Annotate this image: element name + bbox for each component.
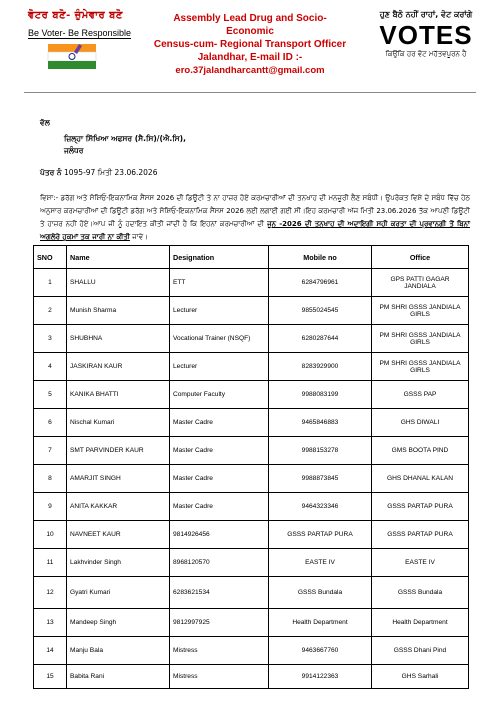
table-row (34, 325, 469, 353)
table-row (34, 409, 469, 437)
table-row (34, 353, 469, 381)
voter-slogan-logo (28, 10, 138, 40)
cell-name: SHALLU (67, 269, 170, 297)
table-row (34, 609, 469, 637)
letterhead (0, 0, 500, 88)
table-row (34, 549, 469, 577)
table-row (34, 437, 469, 465)
cell-mobile: GSSS Bundala (269, 577, 372, 609)
cell-mobile: 9988153278 (269, 437, 372, 465)
cell-sno: 15 (34, 665, 67, 689)
body-end: ਜਾਵੇ। (129, 233, 148, 241)
cell-office: GSSS Bundala (372, 577, 469, 609)
email-address: ero.37jalandharcantt@gmail.com (175, 65, 325, 76)
cell-sno: 4 (34, 353, 67, 381)
cell-office: GSSS PAP (372, 381, 469, 409)
table-row (34, 577, 469, 609)
cell-designation: Lecturer (170, 353, 269, 381)
cell-designation: 6283621534 (170, 577, 269, 609)
cell-name: ANITA KAKKAR (67, 493, 170, 521)
date-value: 23.06.2026 (114, 168, 158, 177)
table-row (34, 269, 469, 297)
cell-designation: Master Cadre (170, 437, 269, 465)
cell-office: Health Department (372, 609, 469, 637)
cell-mobile: 6280287644 (269, 325, 372, 353)
cell-name: SMT PARVINDER KAUR (67, 437, 170, 465)
cell-office: PM SHRI GSSS JANDIALA GIRLS (372, 353, 469, 381)
cell-name: Nischal Kumari (67, 409, 170, 437)
cell-mobile: GSSS PARTAP PURA (269, 521, 372, 549)
cell-designation: Mistress (170, 637, 269, 665)
cell-office: GSSS Dhani Pind (372, 637, 469, 665)
punjabi-slogan: ਵੋਟਰ ਬਣੋ- ਜ਼ੁੰਮੇਵਾਰ ਬਣੋ (28, 10, 123, 21)
col-designation: Designation (170, 246, 269, 269)
cell-mobile: 9465846883 (269, 409, 372, 437)
votes-logo (366, 10, 486, 59)
cell-mobile: EASTE IV (269, 549, 372, 577)
cell-mobile: 9988083199 (269, 381, 372, 409)
cell-office: GSSS PARTAP PURA (372, 521, 469, 549)
right-slogan: ਹੁਣ ਬੈਠੋ ਨਹੀਂ ਰਾਹਾਂ, ਵੋਟ ਕਰਾਂਗੇ (379, 10, 473, 19)
cell-name: KANIKA BHATTI (67, 381, 170, 409)
employee-table (33, 245, 469, 689)
cell-designation: 8968120570 (170, 549, 269, 577)
cell-sno: 2 (34, 297, 67, 325)
cell-designation: Vocational Trainer (NSQF) (170, 325, 269, 353)
table-row (34, 521, 469, 549)
cell-name: JASKIRAN KAUR (67, 353, 170, 381)
ref-number: 1095-97 (63, 168, 96, 177)
body-emphasis: ਜੂਨ -2026 ਦੀ ਤਨਖਾਹ ਦੀ ਅਦਾਇਗੀ ਸਹੀ ਕਰਤਾ ਦੀ ਪ੍ਰਵਾਨਗੀ ਤੋਂ ਬਿਨਾਂ ਅਗਲੇਰੇ ਹੁਕਮਾਂ ਤਕ ਜਾਰੀ ਨਾ ਕੀਤੀ (40, 220, 470, 241)
right-tagline: ਕਿਉਂਕਿ ਹਰ ਵੋਟ ਮਹੱਤਵਪੂਰਨ ਹੈ (385, 50, 467, 58)
to-label: ਵੱਲ (40, 118, 50, 127)
recipient-line-1: ਜ਼ਿਲ੍ਹਾ ਸਿੱਖਿਆ ਅਫਸਰ (ਸੈ.ਸਿ)/(ਐ.ਸਿ), (64, 134, 186, 143)
cell-name: Mandeep Singh (67, 609, 170, 637)
cell-office: GMS BOOTA PIND (372, 437, 469, 465)
header-divider (24, 92, 476, 93)
cell-name: Babita Rani (67, 665, 170, 689)
cell-sno: 9 (34, 493, 67, 521)
cell-office: GHS DIWALI (372, 409, 469, 437)
cell-sno: 8 (34, 465, 67, 493)
cell-sno: 14 (34, 637, 67, 665)
votes-wordmark: VOTES (379, 20, 473, 50)
table-row (34, 297, 469, 325)
col-name: Name (67, 246, 170, 269)
english-slogan: Be Voter- Be Responsible (28, 28, 132, 38)
cell-sno: 3 (34, 325, 67, 353)
heading-line-1: Assembly Lead Drug and Socio-Economic (173, 13, 327, 37)
cell-office: PM SHRI GSSS JANDIALA GIRLS (372, 297, 469, 325)
cell-sno: 10 (34, 521, 67, 549)
cell-mobile: 9463667760 (269, 637, 372, 665)
col-office: Office (372, 246, 469, 269)
cell-mobile: 6284796961 (269, 269, 372, 297)
cell-mobile: 9988873845 (269, 465, 372, 493)
cell-office: GPS PATTI GAGAR JANDIALA (372, 269, 469, 297)
cell-mobile: 9914122363 (269, 665, 372, 689)
cell-sno: 12 (34, 577, 67, 609)
cell-designation: ETT (170, 269, 269, 297)
recipient-line-2: ਜਲੰਧਰ (64, 146, 84, 155)
cell-office: PM SHRI GSSS JANDIALA GIRLS (372, 325, 469, 353)
table-row (34, 665, 469, 689)
cell-sno: 11 (34, 549, 67, 577)
letter-body (40, 192, 470, 244)
cell-designation: Master Cadre (170, 493, 269, 521)
cell-mobile: 9464323346 (269, 493, 372, 521)
cell-designation: Master Cadre (170, 409, 269, 437)
cell-office: GHS DHANAL KALAN (372, 465, 469, 493)
cell-sno: 13 (34, 609, 67, 637)
cell-name: Munish Sharma (67, 297, 170, 325)
col-mobile: Mobile no (269, 246, 372, 269)
cell-designation: Master Cadre (170, 465, 269, 493)
cell-designation: Computer Faculty (170, 381, 269, 409)
table-header-row (34, 246, 469, 269)
cell-designation: Mistress (170, 665, 269, 689)
voting-ballot-icon (44, 40, 100, 74)
date-label: ਮਿਤੀ (97, 168, 113, 177)
cell-name: Lakhvinder Singh (67, 549, 170, 577)
cell-sno: 7 (34, 437, 67, 465)
cell-sno: 6 (34, 409, 67, 437)
table-row (34, 637, 469, 665)
cell-name: AMARJIT SINGH (67, 465, 170, 493)
cell-mobile: 9855024545 (269, 297, 372, 325)
cell-mobile: 8283929900 (269, 353, 372, 381)
col-sno: SNO (34, 246, 67, 269)
cell-office: EASTE IV (372, 549, 469, 577)
heading-line-3: Jalandhar, E-mail ID :- (197, 52, 303, 63)
cell-designation: 9812997925 (170, 609, 269, 637)
office-heading (150, 12, 350, 77)
cell-sno: 5 (34, 381, 67, 409)
cell-name: NAVNEET KAUR (67, 521, 170, 549)
reference-line (40, 168, 157, 178)
cell-name: Gyatri Kumari (67, 577, 170, 609)
heading-line-2: Census-cum- Regional Transport Officer (153, 39, 347, 50)
table-row (34, 493, 469, 521)
cell-name: Manju Bala (67, 637, 170, 665)
table-row (34, 465, 469, 493)
cell-name: SHUBHNA (67, 325, 170, 353)
cell-sno: 1 (34, 269, 67, 297)
cell-office: GHS Sarhali (372, 665, 469, 689)
cell-designation: Lecturer (170, 297, 269, 325)
cell-office: GSSS PARTAP PURA (372, 493, 469, 521)
ref-label: ਪੱਤਰ ਨੰ (40, 168, 62, 177)
table-row (34, 381, 469, 409)
body-text: ਵਿਸ਼ਾ:- ਡਰੱਗ ਅਤੇ ਸੋਸ਼ਿਓ-ਇਕਨਾਮਿਕ ਸੈਂਸਸ 2026 ਦੀ ਡਿਊਟੀ ਤੇ ਨਾ ਹਾਜ਼ਰ ਹੋਏ ਕਰਮਚਾਰੀਆਂ ਦੀ ਤਨਖਾਹ ਦੀ ਮਨਜ਼ੂਰੀ ਲੈਣ ਸਬੰਧੀ। ਉਪਰੋਕਤ ਵਿਸ਼ੇ ਦੇ ਸਬੰਧ ਵਿੱਚ ਹੇਠ ਅਨੁਸਾਰ ਕਰਮਚਾਰੀਆਂ ਦੀ ਡਿਊਟੀ ਡਰੱਗ ਅਤੇ ਸੋਸ਼ਿਓ-ਇਕਨਾਮਿਕ ਸੈਂਸਸ 2026 ਲਈ ਲਗਾਈ ਗਈ ਸੀ।ਇਹ ਕਰਮਚਾਰੀ ਅੱਜ ਮਿਤੀ 23.06.2026 ਤੱਕ ਆਪਣੀ ਡਿਊਟੀ ਤੇ ਹਾਜ਼ਰ ਨਹੀਂ ਹੋਏ।ਆਪ ਜੀ ਨੂੰ ਹਦਾਇਤ ਕੀਤੀ ਜਾਂਦੀ ਹੈ ਕਿ ਇਹਨਾਂ ਕਰਮਚਾਰੀਆਂ ਦੀ (40, 194, 470, 228)
cell-mobile: Health Department (269, 609, 372, 637)
cell-designation: 9814926456 (170, 521, 269, 549)
